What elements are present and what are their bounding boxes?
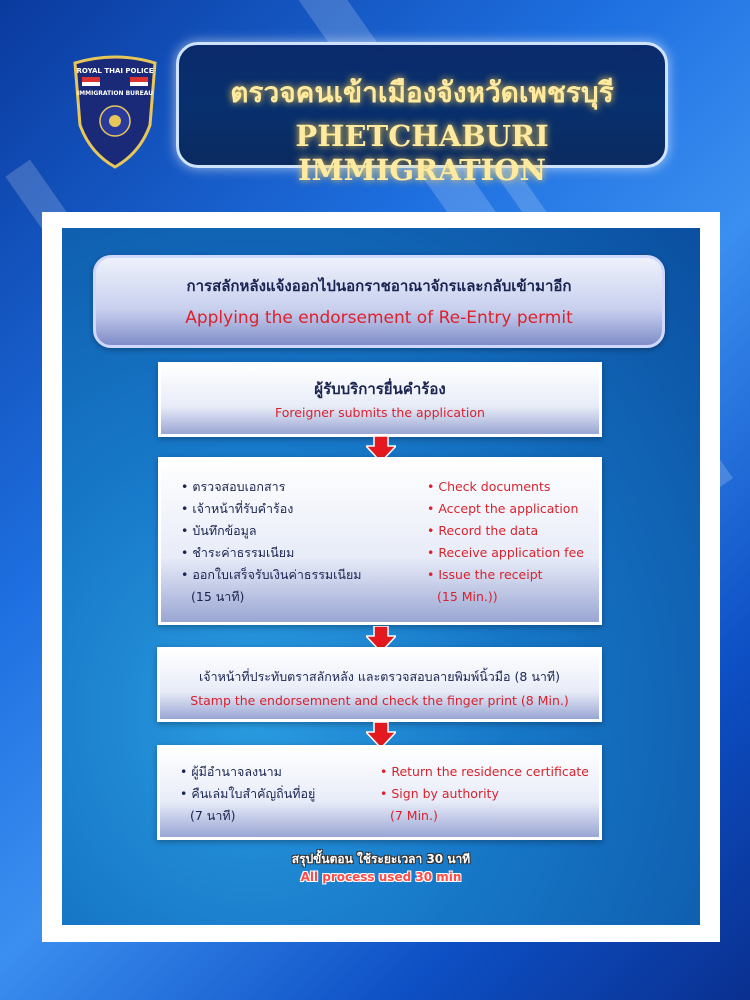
summary-english: All process used 30 min (300, 870, 462, 884)
process-title-thai: การสลักหลังแจ้งออกไปนอกราชอาณาจักรและกลับเข้ามาอีก (186, 277, 572, 295)
immigration-bureau-logo (70, 55, 160, 170)
list-item: • เจ้าหน้าที่รับคำร้อง (181, 501, 294, 516)
list-item: • Record the data (427, 523, 539, 538)
step-4-thai-list (180, 761, 315, 827)
header-title-english: PHETCHABURI IMMIGRATION (295, 119, 549, 187)
step-2-english-list (427, 476, 584, 608)
svg-text:IMMIGRATION BUREAU: IMMIGRATION BUREAU (76, 90, 154, 97)
step-2-thai-list (181, 476, 362, 608)
step-4-box (157, 745, 602, 840)
list-item: • Return the residence certificate (380, 764, 589, 779)
list-item: • ตรวจสอบเอกสาร (181, 479, 286, 494)
step-1-english: Foreigner submits the application (275, 405, 485, 420)
list-item: • ชำระค่าธรรมเนียม (181, 545, 295, 560)
list-item: • คืนเล่มใบสำคัญถิ่นที่อยู่ (180, 786, 316, 801)
process-title-english: Applying the endorsement of Re-Entry permit (185, 308, 573, 328)
process-title (93, 255, 665, 348)
process-panel (62, 228, 700, 925)
step-4-english-list (380, 761, 589, 827)
list-item: (15 Min.)) (437, 589, 498, 604)
header-title-thai: ตรวจคนเข้าเมืองจังหวัดเพชรบุรี (230, 76, 614, 109)
step-1-box (158, 362, 602, 437)
list-item: • Issue the receipt (427, 567, 543, 582)
step-3-box (157, 647, 602, 722)
list-item: • Check documents (427, 479, 551, 494)
svg-text:ROYAL THAI POLICE: ROYAL THAI POLICE (76, 67, 154, 75)
list-item: • Receive application fee (427, 545, 584, 560)
step-3-english: Stamp the endorsemnent and check the finger print (8 Min.) (190, 693, 569, 708)
list-item: (15 นาที) (191, 589, 245, 604)
list-item: • Sign by authority (380, 786, 499, 801)
page-header (176, 42, 668, 187)
list-item: • ออกใบเสร็จรับเงินค่าธรรมเนียม (181, 567, 362, 582)
list-item: • ผู้มีอำนาจลงนาม (180, 764, 282, 779)
step-3-thai: เจ้าหน้าที่ประทับตราสลักหลัง และตรวจสอบลายพิมพ์นิ้วมือ (8 นาที) (198, 669, 561, 684)
summary-thai: สรุปขั้นตอน ใช้ระยะเวลา 30 นาที (291, 852, 471, 866)
step-1-thai: ผู้รับบริการยื่นคำร้อง (314, 380, 446, 398)
list-item: • Accept the application (427, 501, 579, 516)
list-item: • บันทึกข้อมูล (181, 523, 257, 538)
list-item: (7 Min.) (390, 808, 438, 823)
step-2-box (158, 457, 602, 625)
list-item: (7 นาที) (190, 808, 236, 823)
